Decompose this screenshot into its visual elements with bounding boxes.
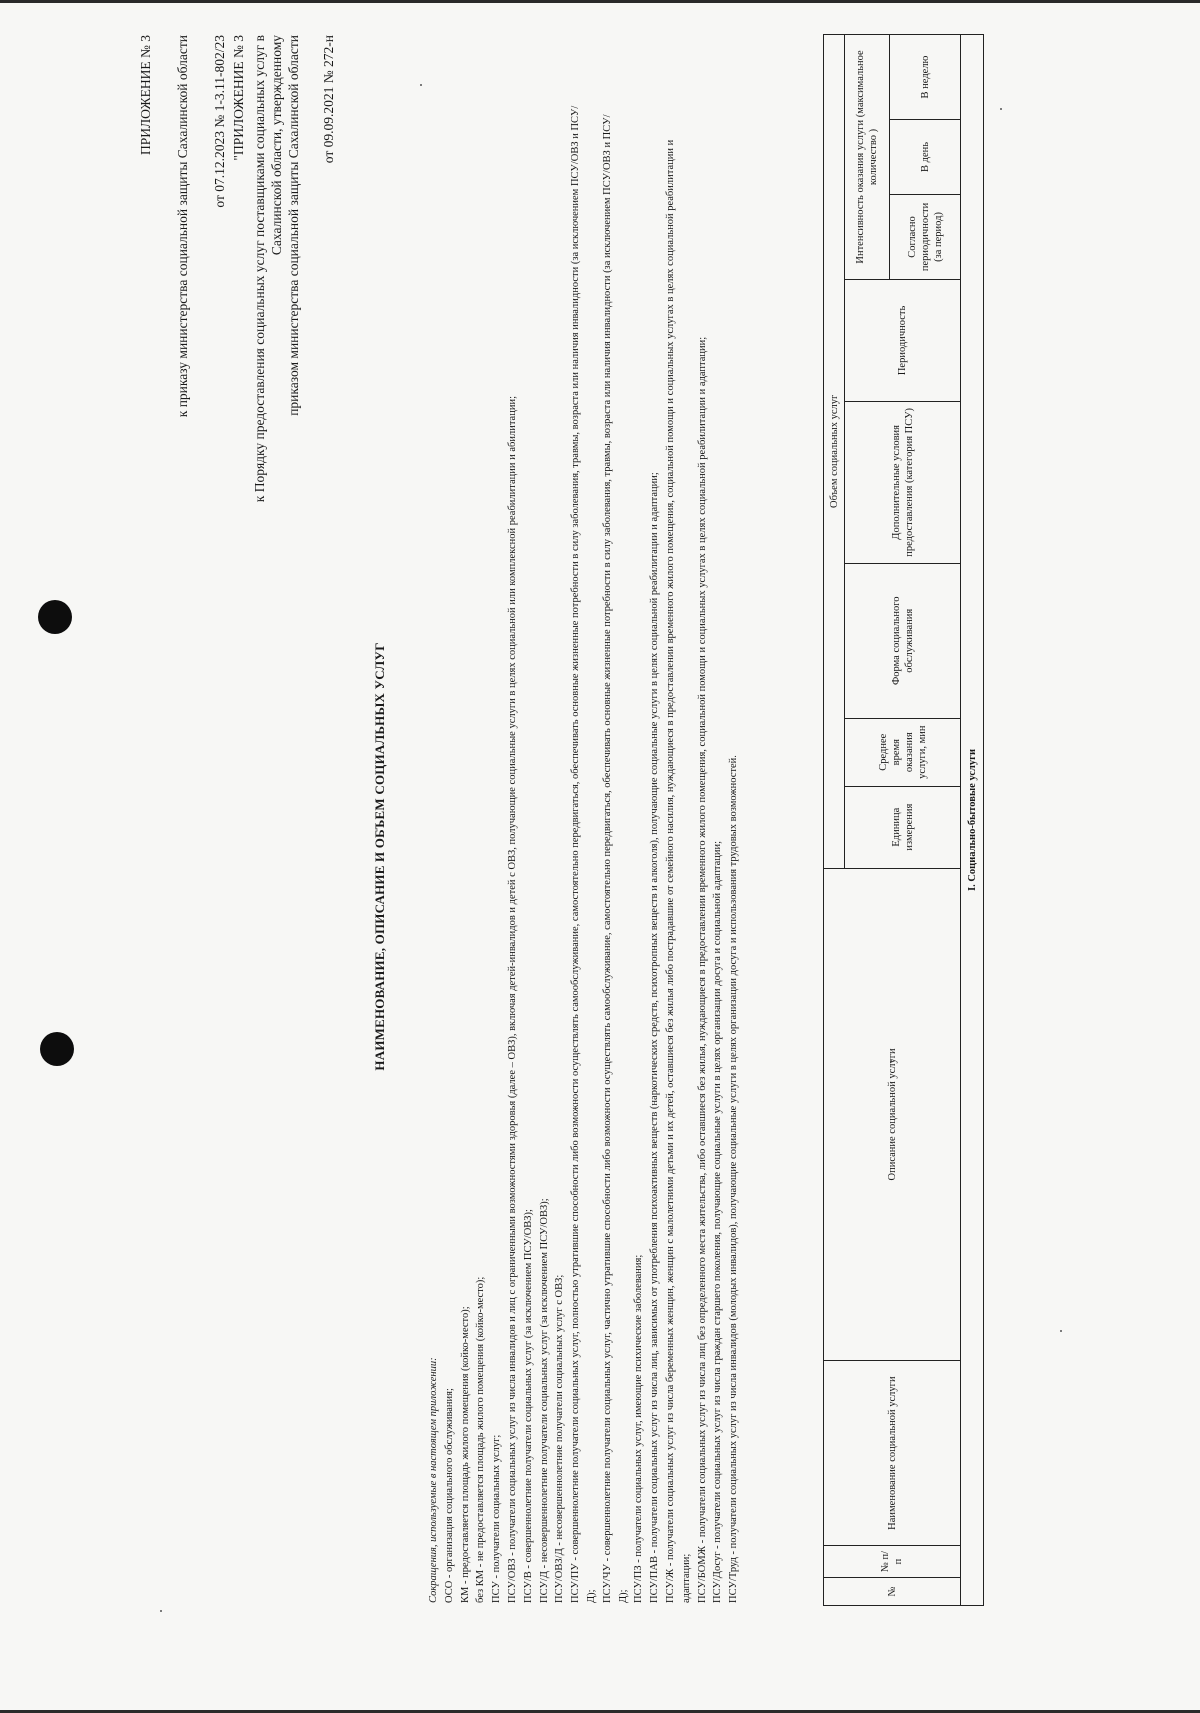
abbreviation-item: ОСО - организация социального обслуживания; bbox=[443, 1388, 455, 1603]
col-header-form: Форма социального обслуживания bbox=[845, 563, 961, 718]
col-header-no: № bbox=[824, 1578, 961, 1606]
abbreviation-item: ПСУ/ОВЗ/Д - несовершеннолетние получатели социальных услуг с ОВЗ; bbox=[554, 1274, 566, 1603]
col-header-description: Описание социальной услуги bbox=[824, 868, 961, 1361]
procedure-date: от 09.09.2021 № 272-н bbox=[321, 35, 336, 164]
procedure-line-1: к Порядку предоставления социальных услуг поставщиками социальных услуг в bbox=[252, 35, 267, 503]
appendix-order-date: от 07.12.2023 № 1-3.11-802/23 bbox=[212, 35, 227, 208]
appendix-title-2: "ПРИЛОЖЕНИЕ № 3 bbox=[231, 35, 246, 161]
col-header-by-period: Согласно периодичности (за период) bbox=[890, 194, 961, 279]
procedure-line-3: приказом министерства социальной защиты Сахалинской области bbox=[286, 35, 301, 416]
appendix-order-line: к приказу министерства социальной защиты Сахалинской области bbox=[175, 35, 190, 418]
col-header-unit: Единица измерения bbox=[845, 786, 961, 868]
services-table bbox=[823, 34, 984, 1606]
col-header-per-day: В день bbox=[890, 120, 961, 195]
col-header-no-pp: № п/п bbox=[824, 1546, 961, 1578]
abbreviation-item: ПСУ/ПУ - совершеннолетние получатели социальных услуг, полностью утратившие способности либо возможности осуществлять самообслуживание, самостоятельно передвигаться, обеспечивать основные жизненные потребности в силу заболевания, травмы, возраста или наличия инвалидности (за исключением ПСУ/ОВЗ и ПСУ/Д); bbox=[570, 105, 597, 1603]
appendix-title: ПРИЛОЖЕНИЕ № 3 bbox=[138, 35, 153, 156]
section-heading: I. Социально-бытовые услуги bbox=[961, 35, 984, 1606]
abbreviation-item: ПСУ/Труд - получатели социальных услуг из числа инвалидов (молодых инвалидов), получающие социальные услуги в целях организации досуга и использования трудовых возможностей. bbox=[728, 755, 740, 1603]
col-header-avg-time: Среднее время оказания услуги, мин bbox=[845, 718, 961, 786]
abbreviation-item: без КМ - не предоставляется площадь жилого помещения (койко-место); bbox=[475, 1276, 487, 1603]
abbreviation-item: ПСУ/ОВЗ - получатели социальных услуг из числа инвалидов и лиц с ограниченными возможностями здоровья (далее – ОВЗ), включая детей-инвалидов и детей с ОВЗ, получающие социальные услуги в целях социальной или комплексной реабилитации и абилитации; bbox=[506, 396, 518, 1603]
col-header-name: Наименование социальной услуги bbox=[824, 1361, 961, 1546]
abbreviations-list bbox=[426, 103, 742, 1603]
col-header-conditions: Дополнительные условия предоставления (категория ПСУ) bbox=[845, 401, 961, 563]
abbreviations-intro: Сокращения, используемые в настоящем приложении: bbox=[428, 1357, 439, 1603]
col-header-per-week: В неделю bbox=[890, 35, 961, 120]
abbreviation-item: ПСУ/ПАВ - получатели социальных услуг из числа лиц, зависимых от употребления психоактивных веществ (наркотических средств, психотропных веществ и алкоголя), получающие социальные услуги в целях социальной реабилитации и адаптации; bbox=[649, 472, 661, 1603]
abbreviation-item: ПСУ/Ж - получатели социальных услуг из числа беременных женщин, женщин с малолетними детьми и их детей, оставшиеся без жилья либо пострадавшие от семейного насилия, нуждающиеся в предоставлении временного жилого помещения, социальной помощи и социальных услугах в целях социальной реабилитации и адаптации; bbox=[664, 139, 692, 1603]
document-title: НАИМЕНОВАНИЕ, ОПИСАНИЕ И ОБЪЕМ СОЦИАЛЬНЫХ УСЛУГ bbox=[372, 642, 387, 1071]
abbreviation-item: ПСУ/ПЗ - получатели социальных услуг, имеющие психические заболевания; bbox=[633, 1254, 645, 1603]
abbreviation-item: ПСУ/В - совершеннолетние получатели социальных услуг (за исключением ПСУ/ОВЗ); bbox=[522, 1209, 534, 1603]
appendix-header-order bbox=[137, 35, 228, 595]
abbreviation-item: ПСУ/Д - несовершеннолетние получатели социальных услуг (за исключением ПСУ/ОВЗ); bbox=[538, 1198, 550, 1603]
abbreviation-item: КМ - предоставляется площадь жилого помещения (койко-место); bbox=[459, 1306, 471, 1603]
col-header-periodicity: Периодичность bbox=[845, 279, 961, 401]
abbreviation-item: ПСУ - получатели социальных услуг; bbox=[491, 1434, 503, 1603]
col-header-volume: Объем социальных услуг bbox=[824, 35, 845, 869]
abbreviation-item: ПСУ/Досуг - получатели социальных услуг из числа граждан старшего поколения, получающие социальные услуги в целях организации досуга и социальной адаптации; bbox=[712, 840, 724, 1603]
procedure-line-2: Сахалинской области, утвержденному bbox=[269, 35, 284, 256]
abbreviation-item: ПСУ/БОМЖ - получатели социальных услуг из числа лиц без определенного места жительства, либо оставшиеся без жилья, нуждающиеся в предоставлении временного жилого помещения, социальной помощи и социальных услугах в целях социальной реабилитации и адаптации; bbox=[696, 336, 708, 1603]
appendix-header-procedure bbox=[230, 35, 337, 635]
abbreviation-item: ПСУ/ЧУ - совершеннолетние получатели социальных услуг, частично утратившие способности либо возможности осуществлять самообслуживание, самостоятельно передвигаться, обеспечивать основные жизненные потребности в силу заболевания, травмы, возраста или наличия инвалидности (за исключением ПСУ/ОВЗ и ПСУ/Д); bbox=[601, 114, 629, 1603]
col-header-intensity: Интенсивность оказания услуги (максимальное количество ) bbox=[845, 35, 890, 280]
